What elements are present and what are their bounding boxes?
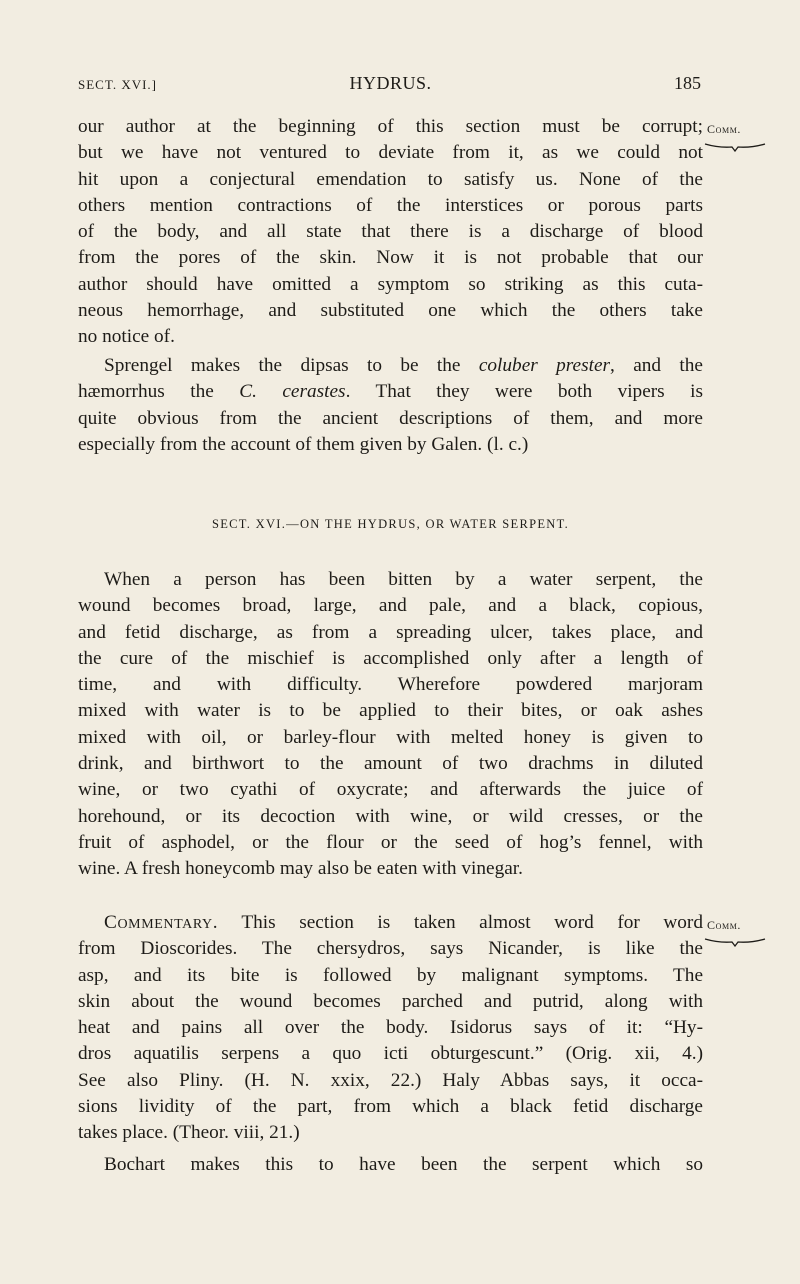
section-heading: SECT. XVI.—ON THE HYDRUS, OR WATER SERPENT.: [211, 517, 570, 531]
text-line: wine. A fresh honeycomb may also be eaten with vinegar.: [78, 858, 523, 880]
paragraph-continuation: [78, 114, 703, 351]
running-head: [78, 73, 703, 99]
text-line: from the pores of the skin. Now it is not probable that our: [78, 247, 703, 269]
text-line: hæmorrhus the C. cerastes. That they were both vipers is: [78, 381, 703, 403]
text-line: of the body, and all state that there is a discharge of blood: [78, 221, 703, 243]
text-line: mixed with oil, or barley-flour with melted honey is given to: [78, 726, 703, 748]
page-number: 185: [674, 73, 701, 93]
text-line: Sprengel makes the dipsas to be the coluber prester, and the: [104, 355, 703, 376]
text-line: our author at the beginning of this section must be corrupt;: [78, 116, 703, 137]
paragraph-sprengel: [78, 353, 703, 458]
margin-note-comm-top: Comm.: [707, 122, 742, 136]
text-line: wine, or two cyathi of oxycrate; and afterwards the juice of: [78, 779, 703, 801]
text-line: neous hemorrhage, and substituted one which the others take: [78, 300, 703, 322]
text-line: especially from the account of them given by Galen. (l. c.): [78, 433, 529, 455]
text-line: others mention contractions of the interstices or porous parts: [78, 194, 703, 216]
running-head-section: SECT. XVI.]: [78, 77, 158, 92]
paragraph-commentary: [78, 910, 703, 1147]
text-line: the cure of the mischief is accomplished only after a length of: [78, 647, 703, 669]
text-line: asp, and its bite is followed by malignant symptoms. The: [78, 964, 703, 986]
text-line: When a person has been bitten by a water serpent, the: [104, 569, 703, 590]
text-line: sions lividity of the part, from which a black fetid discharge: [78, 1096, 703, 1118]
margin-note-comm-bottom: Comm.: [707, 918, 742, 932]
text-line: See also Pliny. (H. N. xxix, 22.) Haly Abbas says, it occa-: [78, 1069, 703, 1091]
text-line: quite obvious from the ancient descriptions of them, and more: [78, 407, 703, 429]
text-line: author should have omitted a symptom so striking as this cuta-: [78, 273, 703, 295]
text-line: Commentary. This section is taken almost word for word: [104, 912, 703, 933]
margin-brace-icon: [704, 937, 766, 947]
text-line: fruit of asphodel, or the flour or the seed of hog’s fennel, with: [78, 831, 703, 853]
text-line: time, and with difficulty. Wherefore powdered marjoram: [78, 674, 703, 696]
paragraph-section-text: [78, 567, 703, 883]
text-line: mixed with water is to be applied to their bites, or oak ashes: [78, 700, 703, 722]
text-line: wound becomes broad, large, and pale, and a black, copious,: [78, 595, 703, 617]
text-line: dros aquatilis serpens a quo icti obturgescunt.” (Orig. xii, 4.): [78, 1043, 703, 1065]
text-line: and fetid discharge, as from a spreading ulcer, takes place, and: [78, 621, 703, 643]
margin-brace-icon: [704, 142, 766, 152]
text-line: drink, and birthwort to the amount of two drachms in diluted: [78, 753, 703, 775]
text-line: hit upon a conjectural emendation to satisfy us. None of the: [78, 168, 703, 190]
text-line: takes place. (Theor. viii, 21.): [78, 1122, 300, 1144]
text-line: Bochart makes this to have been the serpent which so: [104, 1154, 703, 1175]
text-line: from Dioscorides. The chersydros, says Nicander, is like the: [78, 938, 703, 960]
text-line: horehound, or its decoction with wine, or wild cresses, or the: [78, 805, 703, 827]
text-line: no notice of.: [78, 326, 175, 348]
running-head-title: HYDRUS.: [349, 73, 432, 93]
paragraph-bochart: [78, 1152, 703, 1178]
text-line: skin about the wound becomes parched and putrid, along with: [78, 990, 703, 1012]
text-line: but we have not ventured to deviate from it, as we could not: [78, 142, 703, 164]
text-line: heat and pains all over the body. Isidorus says of it: “Hy-: [78, 1017, 703, 1039]
